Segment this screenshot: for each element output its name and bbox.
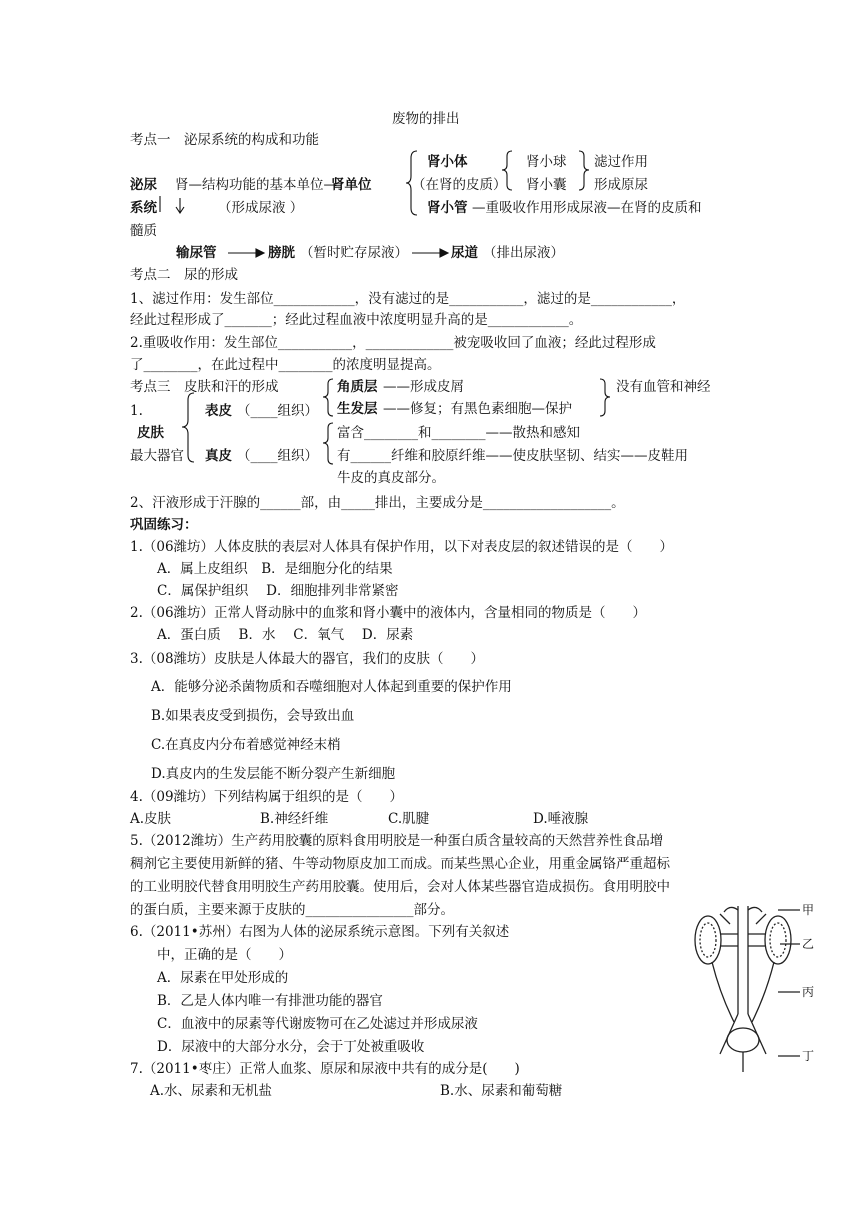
urinary-system-figure [690, 904, 840, 1076]
section-heading-2: 考点二 尿的形成 [130, 267, 238, 283]
label-dermis-tissue: （____组织） [237, 448, 318, 464]
question-2: 2.（06潍坊）正常人肾动脉中的血浆和肾小囊中的液体内，含量相同的物质是（ ） [130, 605, 647, 621]
section-heading-3: 考点三 皮肤和汗的形成 [130, 379, 279, 395]
label-xitong: 系统 [130, 200, 157, 216]
label-no-vessels: 没有血管和神经 [616, 379, 711, 395]
label-urethra-note: （排出尿液） [483, 245, 564, 261]
label-stratum-basale: 生发层 [337, 401, 378, 417]
kd2-line-3: 2.重吸收作用：发生部位___________，_____________被宠吸收回了血液；经此过程形成 [130, 335, 656, 351]
question-3-option-d: D.真皮内的生发层能不断分裂产生新细胞 [151, 766, 396, 782]
practice-heading: 巩固练习： [130, 517, 198, 533]
question-2-options: A．蛋白质 B．水 C．氧气 D．尿素 [157, 627, 414, 643]
question-1-options-cd: C．属保护组织 D．细胞排列非常紧密 [157, 583, 399, 599]
label-miniao: 泌尿 [130, 177, 157, 193]
label-epidermis: 表皮 [205, 403, 232, 419]
figure-label-yi: 乙 [802, 937, 815, 951]
question-5-line-3: 的工业明胶代替食用明胶生产药用胶囊。使用后，会对人体某些器官造成损伤。食用明胶中 [130, 879, 670, 895]
page-title: 废物的排出 [392, 111, 460, 127]
kd2-line-2: 经此过程形成了_______；经此过程血液中浓度明显升高的是____________。 [130, 312, 583, 328]
kd2-line-1: 1、滤过作用：发生部位____________，没有滤过的是___________，滤过的是____________， [130, 291, 686, 307]
question-7-option-b: B.水、尿素和葡萄糖 [440, 1083, 563, 1099]
question-3: 3.（08潍坊）皮肤是人体最大的器官，我们的皮肤（ ） [130, 651, 485, 667]
question-6-line-1: 6.（2011•苏州）右图为人体的泌尿系统示意图。下列有关叙述 [130, 924, 510, 940]
brace-right-epidermis [598, 378, 612, 418]
question-5-line-4: 的蛋白质，主要来源于皮肤的________________部分。 [130, 902, 454, 918]
label-bladder: 膀胱 [268, 245, 295, 261]
label-item-1: 1. [130, 403, 143, 419]
label-epidermis-tissue: （____组织） [237, 403, 318, 419]
question-7: 7.（2011•枣庄）正常人血浆、原尿和尿液中共有的成分是( ) [130, 1061, 520, 1077]
label-rich-in: 富含________和________——散热和感知 [337, 425, 580, 441]
label-in-cortex: （在肾的皮质） [412, 177, 507, 193]
system-connector [159, 176, 189, 216]
arrow-1 [228, 246, 268, 260]
question-4-option-c: C.肌腱 [388, 811, 430, 827]
figure-label-bing: 丙 [802, 985, 815, 999]
label-filtration: 滤过作用 [594, 154, 648, 170]
question-5-line-2: 稠剂它主要使用新鲜的猪、牛等动物原皮加工而成。而某些黑心企业，用重金属铬严重超标 [130, 856, 670, 872]
question-3-option-b: B.如果表皮受到损伤，会导致出血 [151, 708, 355, 724]
label-cowhide: 牛皮的真皮部分。 [337, 470, 445, 486]
figure-label-ding: 丁 [802, 1049, 815, 1063]
question-1: 1.（06潍坊）人体皮肤的表层对人体具有保护作用，以下对表皮层的叙述错误的是（ ） [130, 539, 674, 555]
label-shenxiaoguan: 肾小管 [427, 200, 468, 216]
label-tubule-function: —重吸收作用形成尿液—在肾的皮质和 [472, 200, 702, 216]
label-primary-urine: 形成原尿 [594, 177, 648, 193]
arrow-2 [412, 246, 452, 260]
question-6-option-c: C．血液中的尿素等代谢废物可在乙处滤过并形成尿液 [157, 1016, 478, 1032]
label-skin: 皮肤 [137, 425, 164, 441]
question-6-option-a: A．尿素在甲处形成的 [157, 970, 289, 986]
label-sweat: 2、汗液形成于汗腺的______部，由_____排出，主要成分是___________________。 [130, 495, 625, 511]
question-6-option-b: B．乙是人体内唯一有排泄功能的器官 [157, 993, 383, 1009]
label-kidney-line: 肾—结构功能的基本单位— [175, 177, 337, 193]
label-medulla: 髓质 [130, 223, 157, 239]
label-stratum-basale-note: ——修复；有黑色素细胞—保护 [383, 401, 572, 417]
label-ureter: 输尿管 [176, 245, 217, 261]
label-shenxiaonang: 肾小囊 [526, 177, 567, 193]
kd2-line-4: 了________，在此过程中________的浓度明显提高。 [130, 357, 441, 373]
label-nephron: 肾单位 [331, 177, 372, 193]
question-4-option-b: B.神经纤维 [260, 811, 329, 827]
question-5-line-1: 5.（2012潍坊）生产药用胶囊的原料食用明胶是一种蛋白质含量较高的天然营养性食品增 [130, 833, 664, 849]
section-heading-1: 考点一 泌尿系统的构成和功能 [130, 132, 319, 148]
question-7-option-a: A.水、尿素和无机盐 [150, 1083, 273, 1099]
label-elastic-fibers: 有______纤维和胶原纤维——使皮肤坚韧、结实——皮鞋用 [337, 448, 688, 464]
label-stratum-corneum: 角质层 [337, 379, 378, 395]
question-1-options-ab: A．属上皮组织 B．是细胞分化的结果 [157, 561, 393, 577]
label-largest-organ: 最大器官 [130, 448, 184, 464]
label-shenxiaoqiu: 肾小球 [526, 154, 567, 170]
label-urethra: 尿道 [451, 245, 478, 261]
brace-dermis [321, 422, 335, 466]
question-4: 4.（09潍坊）下列结构属于组织的是（ ） [130, 789, 404, 805]
question-6-line-2: 中，正确的是（ ） [157, 947, 292, 963]
question-4-option-d: D.唾液腺 [533, 811, 589, 827]
label-form-urine: （形成尿液 ） [218, 200, 304, 216]
question-6-option-d: D．尿液中的大部分水分，会于丁处被重吸收 [157, 1039, 425, 1055]
label-dermis: 真皮 [205, 448, 232, 464]
brace-epidermis [321, 378, 335, 418]
figure-label-jia: 甲 [802, 903, 815, 917]
question-4-option-a: A.皮肤 [130, 811, 172, 827]
question-3-option-a: A．能够分泌杀菌物质和吞噬细胞对人体起到重要的保护作用 [151, 679, 512, 695]
question-3-option-c: C.在真皮内分布着感觉神经末梢 [151, 737, 341, 753]
label-shenxiaoti: 肾小体 [427, 154, 468, 170]
label-stratum-corneum-note: ——形成皮屑 [383, 379, 464, 395]
brace-right-glomerulus [577, 150, 591, 192]
label-bladder-note: （暂时贮存尿液） [300, 245, 408, 261]
